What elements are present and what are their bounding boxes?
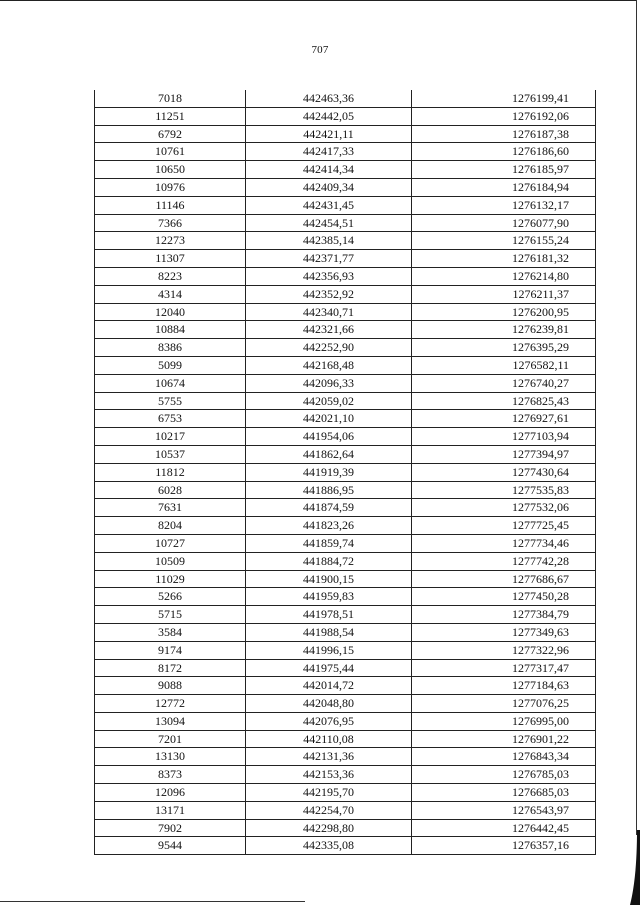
coordinates-table-body xyxy=(95,90,596,855)
y-coordinate-cell: 1276214,80 xyxy=(412,267,596,285)
table-row xyxy=(95,392,596,410)
point-number-cell: 9088 xyxy=(95,677,246,695)
y-coordinate-cell: 1277322,96 xyxy=(412,641,596,659)
y-coordinate-cell: 1276825,43 xyxy=(412,392,596,410)
x-coordinate-cell: 441859,74 xyxy=(246,534,412,552)
x-coordinate-cell: 442153,36 xyxy=(246,766,412,784)
point-number-cell: 10537 xyxy=(95,445,246,463)
x-coordinate-cell: 442431,45 xyxy=(246,196,412,214)
x-coordinate-cell: 442352,92 xyxy=(246,285,412,303)
x-coordinate-cell: 441996,15 xyxy=(246,641,412,659)
point-number-cell: 5266 xyxy=(95,588,246,606)
y-coordinate-cell: 1276200,95 xyxy=(412,303,596,321)
y-coordinate-cell: 1277742,28 xyxy=(412,552,596,570)
point-number-cell: 12772 xyxy=(95,695,246,713)
y-coordinate-cell: 1277532,06 xyxy=(412,499,596,517)
y-coordinate-cell: 1277317,47 xyxy=(412,659,596,677)
y-coordinate-cell: 1277734,46 xyxy=(412,534,596,552)
coordinates-table xyxy=(94,90,596,855)
table-row xyxy=(95,374,596,392)
y-coordinate-cell: 1276785,03 xyxy=(412,766,596,784)
table-row xyxy=(95,677,596,695)
point-number-cell: 6753 xyxy=(95,410,246,428)
point-number-cell: 10509 xyxy=(95,552,246,570)
point-number-cell: 8204 xyxy=(95,517,246,535)
x-coordinate-cell: 442421,11 xyxy=(246,125,412,143)
x-coordinate-cell: 441954,06 xyxy=(246,428,412,446)
table-row xyxy=(95,748,596,766)
table-row xyxy=(95,445,596,463)
point-number-cell: 9544 xyxy=(95,837,246,855)
point-number-cell: 10674 xyxy=(95,374,246,392)
table-row xyxy=(95,178,596,196)
x-coordinate-cell: 441900,15 xyxy=(246,570,412,588)
point-number-cell: 10976 xyxy=(95,178,246,196)
y-coordinate-cell: 1276155,24 xyxy=(412,232,596,250)
x-coordinate-cell: 442021,10 xyxy=(246,410,412,428)
point-number-cell: 10884 xyxy=(95,321,246,339)
y-coordinate-cell: 1277184,63 xyxy=(412,677,596,695)
x-coordinate-cell: 441823,26 xyxy=(246,517,412,535)
point-number-cell: 11812 xyxy=(95,463,246,481)
x-coordinate-cell: 442414,34 xyxy=(246,161,412,179)
y-coordinate-cell: 1277349,63 xyxy=(412,623,596,641)
y-coordinate-cell: 1276132,17 xyxy=(412,196,596,214)
y-coordinate-cell: 1277384,79 xyxy=(412,606,596,624)
point-number-cell: 12040 xyxy=(95,303,246,321)
y-coordinate-cell: 1276357,16 xyxy=(412,837,596,855)
y-coordinate-cell: 1276199,41 xyxy=(412,90,596,107)
point-number-cell: 3584 xyxy=(95,623,246,641)
table-row xyxy=(95,481,596,499)
x-coordinate-cell: 442454,51 xyxy=(246,214,412,232)
table-row xyxy=(95,303,596,321)
x-coordinate-cell: 442298,80 xyxy=(246,819,412,837)
point-number-cell: 10727 xyxy=(95,534,246,552)
table-row xyxy=(95,339,596,357)
y-coordinate-cell: 1276185,97 xyxy=(412,161,596,179)
point-number-cell: 12096 xyxy=(95,784,246,802)
table-row xyxy=(95,819,596,837)
page-bottom-rule xyxy=(0,901,305,902)
page-top-edge xyxy=(0,0,636,1)
table-row xyxy=(95,695,596,713)
table-row xyxy=(95,606,596,624)
y-coordinate-cell: 1276901,22 xyxy=(412,730,596,748)
table-row xyxy=(95,712,596,730)
x-coordinate-cell: 442356,93 xyxy=(246,267,412,285)
x-coordinate-cell: 442195,70 xyxy=(246,784,412,802)
x-coordinate-cell: 442131,36 xyxy=(246,748,412,766)
table-row xyxy=(95,250,596,268)
x-coordinate-cell: 442335,08 xyxy=(246,837,412,855)
x-coordinate-cell: 442059,02 xyxy=(246,392,412,410)
table-row xyxy=(95,499,596,517)
y-coordinate-cell: 1276442,45 xyxy=(412,819,596,837)
x-coordinate-cell: 441975,44 xyxy=(246,659,412,677)
x-coordinate-cell: 441886,95 xyxy=(246,481,412,499)
point-number-cell: 7366 xyxy=(95,214,246,232)
point-number-cell: 4314 xyxy=(95,285,246,303)
table-row xyxy=(95,641,596,659)
y-coordinate-cell: 1277076,25 xyxy=(412,695,596,713)
y-coordinate-cell: 1276184,94 xyxy=(412,178,596,196)
y-coordinate-cell: 1276192,06 xyxy=(412,107,596,125)
table-row xyxy=(95,588,596,606)
y-coordinate-cell: 1276181,32 xyxy=(412,250,596,268)
x-coordinate-cell: 442371,77 xyxy=(246,250,412,268)
table-row xyxy=(95,143,596,161)
x-coordinate-cell: 442340,71 xyxy=(246,303,412,321)
y-coordinate-cell: 1276740,27 xyxy=(412,374,596,392)
point-number-cell: 8386 xyxy=(95,339,246,357)
y-coordinate-cell: 1276239,81 xyxy=(412,321,596,339)
table-row xyxy=(95,766,596,784)
y-coordinate-cell: 1277686,67 xyxy=(412,570,596,588)
point-number-cell: 12273 xyxy=(95,232,246,250)
point-number-cell: 8373 xyxy=(95,766,246,784)
point-number-cell: 9174 xyxy=(95,641,246,659)
y-coordinate-cell: 1276685,03 xyxy=(412,784,596,802)
x-coordinate-cell: 442463,36 xyxy=(246,90,412,107)
x-coordinate-cell: 442254,70 xyxy=(246,801,412,819)
y-coordinate-cell: 1276995,00 xyxy=(412,712,596,730)
x-coordinate-cell: 442385,14 xyxy=(246,232,412,250)
table-row xyxy=(95,570,596,588)
y-coordinate-cell: 1276187,38 xyxy=(412,125,596,143)
x-coordinate-cell: 441919,39 xyxy=(246,463,412,481)
page-right-edge xyxy=(636,0,637,835)
table-row xyxy=(95,730,596,748)
y-coordinate-cell: 1276543,97 xyxy=(412,801,596,819)
table-row xyxy=(95,837,596,855)
point-number-cell: 11029 xyxy=(95,570,246,588)
point-number-cell: 5755 xyxy=(95,392,246,410)
x-coordinate-cell: 442252,90 xyxy=(246,339,412,357)
point-number-cell: 8223 xyxy=(95,267,246,285)
table-row xyxy=(95,428,596,446)
point-number-cell: 7631 xyxy=(95,499,246,517)
table-row xyxy=(95,410,596,428)
point-number-cell: 7902 xyxy=(95,819,246,837)
point-number-cell: 13171 xyxy=(95,801,246,819)
y-coordinate-cell: 1277535,83 xyxy=(412,481,596,499)
table-row xyxy=(95,285,596,303)
y-coordinate-cell: 1276211,37 xyxy=(412,285,596,303)
y-coordinate-cell: 1277430,64 xyxy=(412,463,596,481)
x-coordinate-cell: 441959,83 xyxy=(246,588,412,606)
table-row xyxy=(95,356,596,374)
table-row xyxy=(95,552,596,570)
point-number-cell: 11146 xyxy=(95,196,246,214)
point-number-cell: 5099 xyxy=(95,356,246,374)
table-row xyxy=(95,784,596,802)
table-row xyxy=(95,623,596,641)
table-row xyxy=(95,161,596,179)
x-coordinate-cell: 442442,05 xyxy=(246,107,412,125)
point-number-cell: 8172 xyxy=(95,659,246,677)
x-coordinate-cell: 442168,48 xyxy=(246,356,412,374)
point-number-cell: 10217 xyxy=(95,428,246,446)
y-coordinate-cell: 1277394,97 xyxy=(412,445,596,463)
point-number-cell: 13094 xyxy=(95,712,246,730)
x-coordinate-cell: 442048,80 xyxy=(246,695,412,713)
x-coordinate-cell: 441988,54 xyxy=(246,623,412,641)
y-coordinate-cell: 1276077,90 xyxy=(412,214,596,232)
table-row xyxy=(95,196,596,214)
table-row xyxy=(95,125,596,143)
x-coordinate-cell: 442014,72 xyxy=(246,677,412,695)
point-number-cell: 7018 xyxy=(95,90,246,107)
x-coordinate-cell: 442110,08 xyxy=(246,730,412,748)
x-coordinate-cell: 441874,59 xyxy=(246,499,412,517)
table-row xyxy=(95,534,596,552)
y-coordinate-cell: 1276582,11 xyxy=(412,356,596,374)
x-coordinate-cell: 441978,51 xyxy=(246,606,412,624)
x-coordinate-cell: 441884,72 xyxy=(246,552,412,570)
table-row xyxy=(95,232,596,250)
x-coordinate-cell: 442076,95 xyxy=(246,712,412,730)
x-coordinate-cell: 441862,64 xyxy=(246,445,412,463)
x-coordinate-cell: 442321,66 xyxy=(246,321,412,339)
y-coordinate-cell: 1276395,29 xyxy=(412,339,596,357)
point-number-cell: 10650 xyxy=(95,161,246,179)
table-row xyxy=(95,107,596,125)
point-number-cell: 6028 xyxy=(95,481,246,499)
y-coordinate-cell: 1277450,28 xyxy=(412,588,596,606)
table-row xyxy=(95,90,596,107)
point-number-cell: 7201 xyxy=(95,730,246,748)
y-coordinate-cell: 1277725,45 xyxy=(412,517,596,535)
table-row xyxy=(95,659,596,677)
x-coordinate-cell: 442409,34 xyxy=(246,178,412,196)
table-row xyxy=(95,801,596,819)
y-coordinate-cell: 1277103,94 xyxy=(412,428,596,446)
table-row xyxy=(95,267,596,285)
x-coordinate-cell: 442096,33 xyxy=(246,374,412,392)
point-number-cell: 11307 xyxy=(95,250,246,268)
point-number-cell: 11251 xyxy=(95,107,246,125)
point-number-cell: 10761 xyxy=(95,143,246,161)
page-number: 707 xyxy=(311,44,329,56)
point-number-cell: 5715 xyxy=(95,606,246,624)
x-coordinate-cell: 442417,33 xyxy=(246,143,412,161)
point-number-cell: 6792 xyxy=(95,125,246,143)
table-row xyxy=(95,463,596,481)
y-coordinate-cell: 1276843,34 xyxy=(412,748,596,766)
table-row xyxy=(95,517,596,535)
page-curl-edge xyxy=(630,830,640,905)
y-coordinate-cell: 1276186,60 xyxy=(412,143,596,161)
point-number-cell: 13130 xyxy=(95,748,246,766)
table-row xyxy=(95,214,596,232)
y-coordinate-cell: 1276927,61 xyxy=(412,410,596,428)
table-row xyxy=(95,321,596,339)
